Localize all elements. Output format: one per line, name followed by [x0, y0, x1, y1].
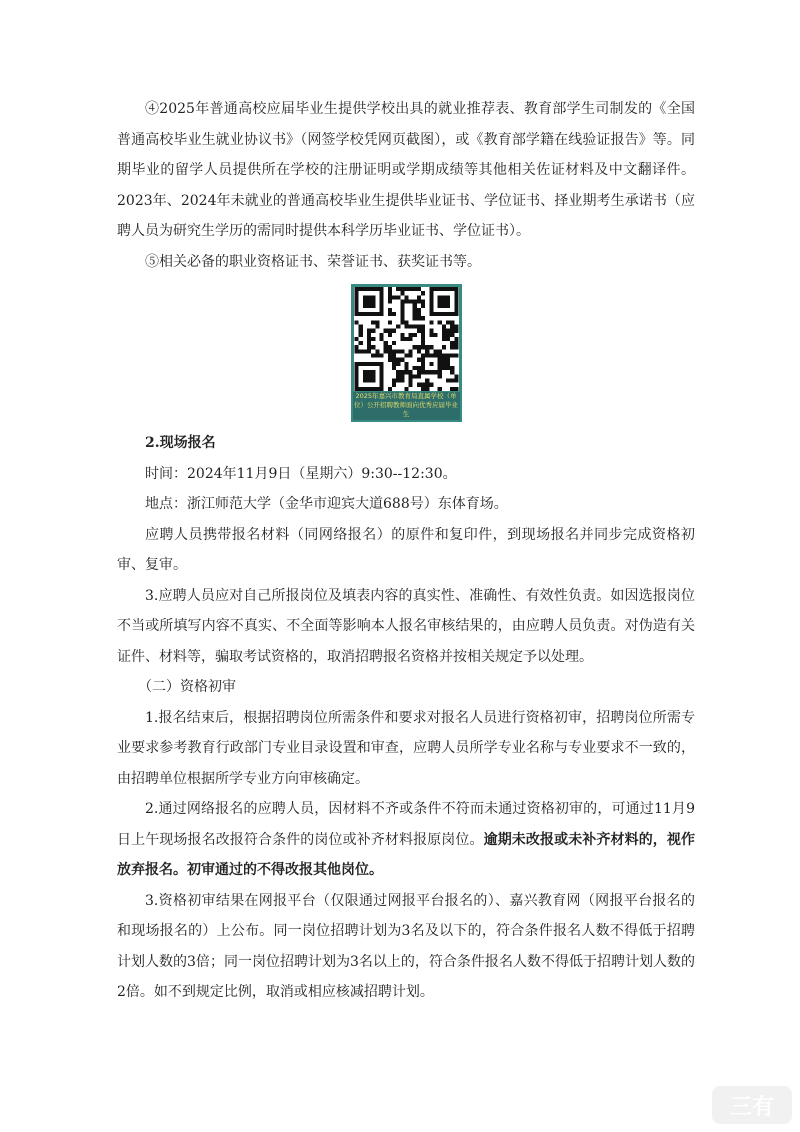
- qr-caption: 2025年嘉兴市教育局直属学校（单位）公开招聘教师面向优秀应届毕业生: [354, 392, 458, 418]
- qr-code-card[interactable]: [351, 284, 462, 422]
- paragraph-certificates: ⑤相关必备的职业资格证书、荣誉证书、获奖证书等。: [145, 253, 481, 270]
- qr-code-icon: [354, 287, 459, 391]
- watermark-logo: [712, 1086, 792, 1124]
- review-2-bold-text: 逾期未改报或未补齐材料的，视作放弃报名。初审通过的不得改报其他岗位。: [117, 831, 696, 878]
- heading-qualification-review: （二）资格初审: [138, 679, 236, 695]
- heading-onsite-registration: 2.现场报名: [145, 435, 216, 451]
- watermark-text: 三有: [729, 1094, 774, 1120]
- review-2-text: 2.通过网络报名的应聘人员，因材料不齐或条件不符而未通过资格初审的，可通过11月9日上午现场报名改报符合条件的岗位或补齐材料报原岗位。: [117, 801, 695, 848]
- paragraph-review-2: [117, 794, 695, 886]
- paragraph-graduate-documents: ④2025年普通高校应届毕业生提供学校出具的就业推荐表、教育部学生司制发的《全国普通高校毕业生就业协议书》（网签学校凭网页截图），或《教育部学籍在线验证报告》等。同期毕业的留学人员提供所在学校的注册证明或学期成绩等其他相关佐证材料及中文翻译件。2023年、2024年未就业的普通高校毕业生提供毕业证书、学位证书、择业期考生承诺书（应聘人员为研究生学历的需同时提供本科学历毕业证书、学位证书）。: [117, 101, 695, 239]
- paragraph-review-3: 3.资格初审结果在网报平台（仅限通过网报平台报名的）、嘉兴教育网（网报平台报名的和现场报名的）上公布。同一岗位招聘计划为3名及以下的，符合条件报名人数不得低于招聘计划人数的3倍；同一岗位招聘计划为3名以上的，符合条件报名人数不得低于招聘计划人数的2倍。如不到规定比例，取消或相应核减招聘计划。: [117, 892, 695, 1000]
- paragraph-responsibility: 3.应聘人员应对自己所报岗位及填表内容的真实性、准确性、有效性负责。如因选报岗位不当或所填写内容不真实、不全面等影响本人报名审核结果的，由应聘人员负责。对伪造有关证件、材料等，骗取考试资格的，取消招聘报名资格并按相关规定予以处理。: [117, 587, 695, 665]
- document-page: [117, 94, 695, 1008]
- qr-code-block: [117, 284, 695, 422]
- paragraph-review-1: 1.报名结束后，根据招聘岗位所需条件和要求对报名人员进行资格初审，招聘岗位所需专业要求参考教育行政部门专业目录设置和审查，应聘人员所学专业名称与专业要求不一致的，由招聘单位根据所学专业方向审核确定。: [117, 709, 695, 787]
- onsite-place: 地点：浙江师范大学（金华市迎宾大道688号）东体育场。: [145, 496, 508, 512]
- paragraph-bring-materials: 应聘人员携带报名材料（同网络报名）的原件和复印件，到现场报名并同步完成资格初审、复审。: [117, 526, 695, 573]
- onsite-time: 时间：2024年11月9日（星期六）9:30--12:30。: [145, 465, 457, 482]
